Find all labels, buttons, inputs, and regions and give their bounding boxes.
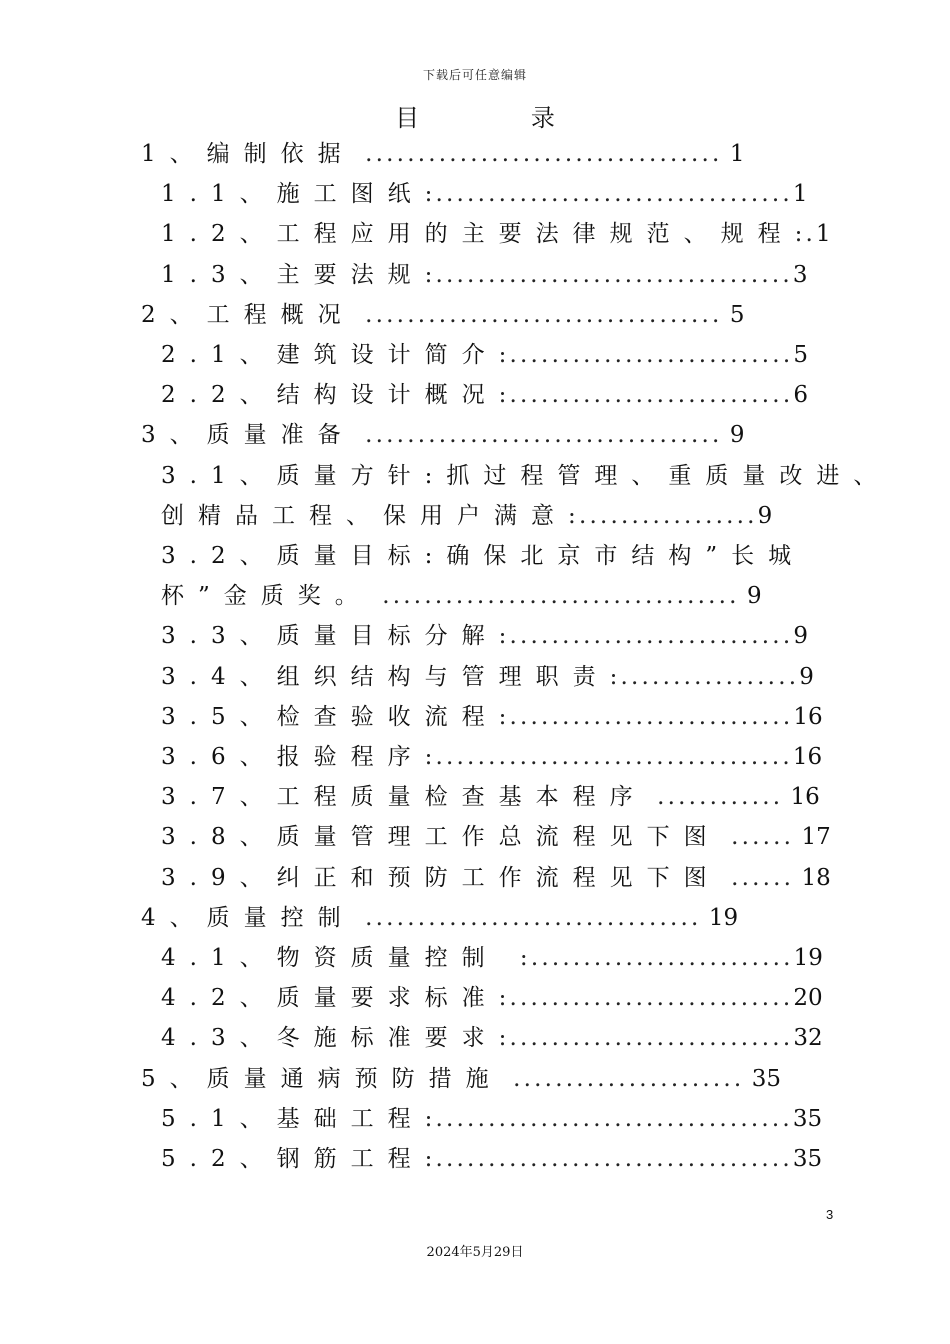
toc-entry-text: 3.7、工程质量检查基本程序: [161, 784, 647, 810]
toc-entry-page: 3: [792, 262, 808, 288]
toc-entry[interactable]: [141, 134, 744, 174]
toc-entry[interactable]: [161, 817, 831, 857]
toc-entry-leader: ..................................: [354, 141, 723, 167]
toc-entry[interactable]: [161, 1018, 823, 1058]
toc-entry-page: 6: [793, 382, 808, 408]
toc-entry-text: 4、质量控制: [141, 905, 355, 931]
toc-entry-leader: :.................: [568, 503, 758, 529]
toc-entry-page: 9: [799, 664, 814, 690]
toc-entry-page: 1: [792, 181, 808, 207]
toc-entry-leader: :.........................: [519, 945, 794, 971]
toc-entry-page: 20: [793, 985, 823, 1011]
toc-entry[interactable]: [161, 777, 820, 817]
toc-entry[interactable]: [161, 657, 814, 697]
toc-entry-page: 32: [793, 1025, 823, 1051]
toc-entry-text: 2.1、建筑设计简介: [161, 342, 499, 368]
toc-title-right: 录: [530, 104, 555, 132]
toc-entry-leader: ..................................: [354, 422, 723, 448]
footer-date: 2024年5月29日: [426, 1245, 524, 1260]
toc-entry-text: 1.3、主要法规: [161, 262, 425, 288]
toc-entry-text: 3、质量准备: [141, 422, 355, 448]
toc-entry[interactable]: [141, 415, 744, 455]
toc-entry-leader: :.................: [609, 664, 800, 690]
toc-entry[interactable]: [141, 898, 738, 938]
toc-entry-leader: ..................................: [354, 302, 723, 328]
toc-entry-text: 3.9、纠正和预防工作流程见下图: [161, 865, 721, 891]
toc-entry[interactable]: [161, 375, 808, 415]
toc-entry-text: 5.2、钢筋工程: [161, 1146, 425, 1172]
toc-entry[interactable]: [161, 938, 823, 978]
toc-entry-page: 5: [722, 302, 745, 328]
toc-entry-text: 4.2、质量要求标准: [161, 985, 499, 1011]
toc-entry[interactable]: [161, 616, 808, 656]
toc-entry-text: 4.3、冬施标准要求: [161, 1025, 499, 1051]
toc-title-left: 目: [395, 104, 420, 132]
toc-entry-text: 3.1、质量方针:抓过程管理、重质量改进、: [161, 463, 891, 489]
toc-entry-page: 16: [783, 784, 820, 810]
toc-entry[interactable]: [141, 295, 744, 335]
toc-entry-leader: ............: [646, 784, 784, 810]
toc-entry-text: 3.2、质量目标:确保北京市结构”长城: [161, 543, 806, 569]
toc-entry-page: 9: [757, 503, 773, 529]
toc-entry-page: 17: [794, 824, 831, 850]
toc-entry[interactable]: [161, 335, 808, 375]
toc-entry-text: 5.1、基础工程: [161, 1106, 425, 1132]
toc-entry[interactable]: [161, 978, 823, 1018]
toc-entry-leader: ................................: [354, 905, 702, 931]
toc-entry-text: 3.6、报验程序: [161, 744, 425, 770]
toc-entry[interactable]: [161, 697, 823, 737]
toc-entry[interactable]: [161, 174, 808, 214]
toc-entry-page: 35: [792, 1146, 823, 1172]
toc-entry-page: 19: [701, 905, 739, 931]
toc-entry-leader: :...........................: [498, 1025, 794, 1051]
toc-entry[interactable]: [161, 536, 805, 576]
toc-entry-text: 1、编制依据: [141, 141, 355, 167]
toc-entry[interactable]: [141, 1059, 781, 1099]
toc-entry-text: 3.3、质量目标分解: [161, 623, 499, 649]
toc-entry[interactable]: [161, 576, 762, 616]
toc-entry-leader: :..................................: [424, 744, 793, 770]
toc-entry-leader: :..................................: [424, 1106, 793, 1132]
toc-title: [0, 98, 950, 133]
toc-entry[interactable]: [161, 456, 890, 496]
toc-entry-page: 5: [793, 342, 808, 368]
toc-entry[interactable]: [161, 858, 831, 898]
toc-entry[interactable]: [161, 214, 831, 254]
toc-entry-leader: :...........................: [498, 342, 794, 368]
toc-entry-text: 杯”金质奖。: [161, 583, 372, 609]
toc-entry-text: 3.4、组织结构与管理职责: [161, 664, 610, 690]
toc-entry-leader: ......................: [502, 1066, 745, 1092]
toc-entry-text: 3.5、检查验收流程: [161, 704, 499, 730]
toc-entry-leader: :.: [794, 221, 817, 247]
toc-entry[interactable]: [161, 496, 772, 536]
toc-entry-leader: ..................................: [371, 583, 740, 609]
toc-entry-page: 16: [793, 704, 823, 730]
toc-entry-leader: :..................................: [424, 181, 793, 207]
toc-entry-page: 1: [722, 141, 745, 167]
toc-entry-leader: :...........................: [498, 623, 794, 649]
toc-entry[interactable]: [161, 737, 822, 777]
header-note: 下载后可任意编辑: [422, 68, 527, 82]
toc-entry-text: 3.8、质量管理工作总流程见下图: [161, 824, 721, 850]
toc-entry[interactable]: [161, 1099, 822, 1139]
toc-entry-leader: ......: [720, 824, 795, 850]
toc-entry[interactable]: [161, 255, 808, 295]
page-number: 3: [826, 1207, 834, 1222]
toc-entry-page: 35: [744, 1066, 781, 1092]
toc-entry-text: 5、质量通病预防措施: [141, 1066, 503, 1092]
toc-entry-page: 18: [794, 865, 831, 891]
toc-entry-text: 4.1、物资质量控制: [161, 945, 520, 971]
toc-entry-text: 2、工程概况: [141, 302, 355, 328]
toc-entry-page: 19: [793, 945, 823, 971]
toc-entry-page: 9: [793, 623, 808, 649]
toc-entry-page: 9: [722, 422, 745, 448]
toc-entry-leader: :...........................: [498, 985, 794, 1011]
toc-entry-text: 1.1、施工图纸: [161, 181, 425, 207]
toc-entry-text: 2.2、结构设计概况: [161, 382, 499, 408]
toc-entry-leader: :..................................: [424, 262, 793, 288]
toc-entry-text: 创精品工程、保用户满意: [161, 503, 568, 529]
toc-entry-leader: :..................................: [424, 1146, 793, 1172]
toc-entry-leader: :...........................: [498, 382, 794, 408]
toc-entry-leader: :...........................: [498, 704, 794, 730]
toc-entry[interactable]: [161, 1139, 822, 1179]
toc-entry-leader: ......: [720, 865, 795, 891]
toc-entry-page: 35: [792, 1106, 823, 1132]
toc-entry-text: 1.2、工程应用的主要法律规范、规程: [161, 221, 795, 247]
toc-entry-page: 9: [739, 583, 762, 609]
toc-entry-page: 1: [816, 221, 831, 247]
toc-entry-page: 16: [792, 744, 823, 770]
